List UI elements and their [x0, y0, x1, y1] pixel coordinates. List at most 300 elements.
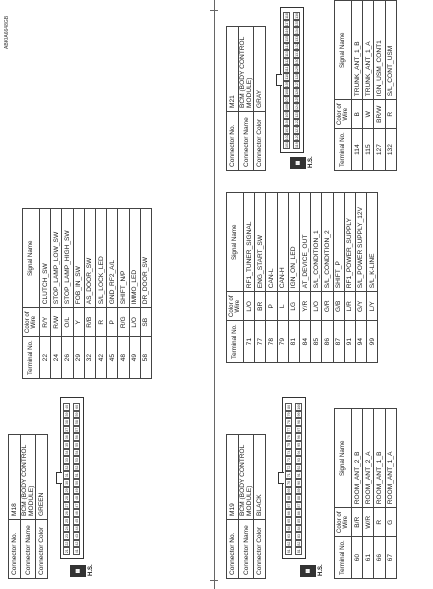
wire-color-cell: R	[374, 508, 385, 537]
table-row	[62, 209, 73, 379]
connector-pin: 113	[285, 51, 289, 57]
connector-pin: 89	[297, 488, 301, 493]
m18-signal-table	[22, 208, 152, 379]
terminal-cell: 48	[118, 337, 129, 379]
pin-row-top	[63, 403, 70, 555]
latch	[276, 74, 282, 86]
connector-pin: 131	[295, 50, 299, 57]
table-row	[140, 209, 151, 379]
connector-pin: 48	[75, 496, 79, 501]
signal-name-cell: RF1_POWER_SUPPLY	[344, 193, 355, 292]
divider-tick	[210, 10, 218, 11]
wire-color-cell: SB	[140, 308, 151, 337]
signal-name-cell: STOP_LAMP_LOW_SW	[51, 209, 62, 308]
m19-signal-table-a	[334, 408, 397, 579]
connector-pin: 21	[65, 549, 69, 554]
connector-pin: 135	[295, 20, 299, 27]
terminal-cell: 91	[344, 321, 355, 363]
pin-row-bottom	[73, 403, 80, 555]
m21-hs-icon: ▦	[290, 157, 306, 169]
latch	[278, 472, 284, 484]
info-key: Connector Color	[254, 112, 266, 171]
m19b-rows	[244, 193, 378, 363]
info-key: Connector Name	[21, 520, 36, 579]
table-row	[352, 409, 363, 579]
divider-tick	[210, 580, 218, 581]
connector-pin: 52	[75, 465, 79, 470]
terminal-cell: 42	[95, 337, 106, 379]
connector-pin: 49	[75, 488, 79, 493]
connector-pin: 79	[287, 412, 291, 417]
terminal-cell: 66	[374, 537, 385, 579]
connector-pin: 114	[285, 43, 289, 50]
wire-color-cell: G/Y	[355, 292, 366, 321]
table-row	[374, 1, 385, 171]
signal-name-cell: IGN_ON_LED	[288, 193, 299, 292]
header-signal: Signal Name	[227, 193, 244, 292]
connector-pin: 99	[297, 412, 301, 417]
connector-pin: 28	[65, 496, 69, 501]
table-row	[107, 209, 118, 379]
signal-name-cell: AT_DEVICE_OUT	[299, 193, 310, 292]
connector-pin: 54	[75, 450, 79, 455]
connector-pin: 23	[65, 534, 69, 539]
m18-rows	[40, 209, 152, 379]
wire-color-cell: R/W	[51, 308, 62, 337]
pin-row-top	[285, 403, 292, 555]
connector-pin: 29	[65, 488, 69, 493]
signal-name-cell: GND_RF2_A/L	[107, 209, 118, 308]
latch	[56, 472, 62, 484]
info-row	[239, 27, 254, 171]
connector-pin: 65	[287, 518, 291, 523]
info-value: M21	[227, 27, 239, 112]
wire-color-cell: R/Y	[40, 308, 51, 337]
connector-pin: 62	[287, 541, 291, 546]
m21-connector-face	[280, 7, 304, 153]
m21-signal-table	[334, 0, 397, 171]
connector-pin: 57	[75, 427, 79, 432]
connector-pin: 101	[285, 142, 289, 148]
wire-color-cell: P	[266, 292, 277, 321]
pin-row-bottom	[293, 12, 300, 149]
info-row	[254, 27, 266, 171]
signal-name-cell: ROOM_ANT_2_B	[352, 409, 363, 508]
m19-rows	[352, 409, 397, 579]
connector-pin: 80	[287, 404, 291, 409]
connector-pin: 63	[287, 534, 291, 539]
connector-pin: 88	[297, 496, 301, 501]
connector-pin: 37	[65, 427, 69, 432]
connector-pin: 83	[297, 534, 301, 539]
connector-pin: 121	[295, 126, 299, 133]
m18-hs-label: H.S.	[88, 564, 94, 576]
table-row	[385, 409, 396, 579]
connector-pin: 103	[285, 126, 289, 133]
connector-pin: 69	[287, 488, 291, 493]
header-color: Color of Wire	[335, 508, 352, 537]
connector-pin: 90	[297, 480, 301, 485]
signal-name-cell: ROOM_ANT_2_A	[363, 409, 374, 508]
connector-pin: 25	[65, 518, 69, 523]
signal-name-cell: CLUTCH_SW	[40, 209, 51, 308]
connector-pin: 55	[75, 442, 79, 447]
m18-connector-info	[8, 434, 48, 579]
terminal-cell: 81	[288, 321, 299, 363]
connector-pin: 112	[285, 58, 289, 65]
table-row	[299, 193, 310, 363]
connector-pin: 53	[75, 458, 79, 463]
connector-pin: 39	[65, 412, 69, 417]
connector-pin: 36	[65, 435, 69, 440]
wire-color-cell: Y/R	[299, 292, 310, 321]
table-row	[374, 409, 385, 579]
wire-color-cell: G/R	[322, 292, 333, 321]
info-key: Connector No.	[227, 520, 239, 579]
table-row	[95, 209, 106, 379]
info-value: M18	[9, 435, 21, 520]
table-row	[73, 209, 84, 379]
connector-pin: 127	[295, 81, 299, 88]
connector-pin: 123	[295, 111, 299, 118]
connector-pin: 107	[285, 96, 289, 103]
signal-name-cell: IGN_USM_CONT1	[374, 1, 385, 100]
wire-color-cell: O/L	[62, 308, 73, 337]
signal-name-cell: IMMO_LED	[129, 209, 140, 308]
terminal-cell: 78	[266, 321, 277, 363]
connector-pin: 93	[297, 458, 301, 463]
wire-color-cell: W	[363, 100, 374, 129]
m21-signal-panel	[334, 0, 397, 171]
info-row	[36, 435, 48, 579]
pin-row-bottom	[295, 403, 302, 555]
info-value: M19	[227, 435, 239, 520]
signal-name-cell: ENG_START_SW	[255, 193, 266, 292]
connector-pin: 22	[65, 541, 69, 546]
table-row	[118, 209, 129, 379]
wire-color-cell: R/G	[118, 308, 129, 337]
wire-color-cell: G/B	[333, 292, 344, 321]
connector-pin: 34	[65, 450, 69, 455]
connector-pin: 50	[75, 480, 79, 485]
wire-color-cell: BR/W	[374, 100, 385, 129]
signal-name-cell: S/L_CONT_USM	[385, 1, 396, 100]
connector-pin: 94	[297, 450, 301, 455]
connector-pin: 74	[287, 450, 291, 455]
connector-pin: 95	[297, 442, 301, 447]
signal-name-cell: STOP_LAMP_HIGH_SW	[62, 209, 73, 308]
connector-pin: 120	[295, 134, 299, 141]
terminal-cell: 60	[352, 537, 363, 579]
table-row	[288, 193, 299, 363]
terminal-cell: 26	[62, 337, 73, 379]
signal-name-cell: TRUNK_ANT_1_B	[352, 1, 363, 100]
connector-pin: 106	[285, 104, 289, 111]
horizontal-divider	[214, 0, 215, 589]
terminal-cell: 132	[385, 129, 396, 171]
connector-pin: 87	[297, 503, 301, 508]
connector-pin: 46	[75, 511, 79, 516]
table-row	[266, 193, 277, 363]
connector-pin: 60	[75, 404, 79, 409]
connector-pin: 77	[287, 427, 291, 432]
connector-pin: 85	[297, 518, 301, 523]
connector-pin: 67	[287, 503, 291, 508]
info-value: BLACK	[254, 435, 266, 520]
connector-pin: 76	[287, 435, 291, 440]
connector-pin: 24	[65, 526, 69, 531]
table-header	[335, 409, 352, 579]
wire-color-cell: R	[385, 100, 396, 129]
wire-color-cell: B	[352, 100, 363, 129]
m21-connector-info	[226, 26, 266, 171]
m21-rows	[352, 1, 397, 171]
signal-name-cell: SHIFT_P	[333, 193, 344, 292]
info-row	[227, 27, 239, 171]
terminal-cell: 79	[277, 321, 288, 363]
table-row	[355, 193, 366, 363]
signal-name-cell: SHIFT_N/P	[118, 209, 129, 308]
connector-pin: 126	[295, 88, 299, 95]
terminal-cell: 22	[40, 337, 51, 379]
connector-pin: 42	[75, 541, 79, 546]
info-key: Connector Color	[254, 520, 266, 579]
table-row	[322, 193, 333, 363]
info-value: GREEN	[36, 435, 48, 520]
connector-pin: 102	[285, 134, 289, 141]
signal-name-cell: ROOM_ANT_1_A	[385, 409, 396, 508]
wire-color-cell: L/O	[311, 292, 322, 321]
connector-pin: 30	[65, 480, 69, 485]
terminal-cell: 94	[355, 321, 366, 363]
wire-color-cell: P	[107, 308, 118, 337]
wire-color-cell: L/O	[244, 292, 255, 321]
header-terminal: Terminal No.	[227, 321, 244, 363]
terminal-cell: 77	[255, 321, 266, 363]
wire-color-cell: W/R	[363, 508, 374, 537]
connector-pin: 115	[285, 35, 289, 42]
terminal-cell: 49	[129, 337, 140, 379]
connector-pin: 108	[285, 88, 289, 95]
wire-color-cell: L/R	[344, 292, 355, 321]
connector-pin: 44	[75, 526, 79, 531]
table-row	[333, 193, 344, 363]
table-row	[40, 209, 51, 379]
connector-pin: 72	[287, 465, 291, 470]
connector-pin: 43	[75, 534, 79, 539]
connector-pin: 41	[75, 549, 79, 554]
connector-pin: 40	[65, 404, 69, 409]
wire-color-cell: R/B	[84, 308, 95, 337]
m18-panel	[8, 434, 48, 579]
m19-connector-info	[226, 434, 266, 579]
info-key: Connector Name	[239, 520, 254, 579]
connector-pin: 81	[297, 549, 301, 554]
table-header	[335, 1, 352, 171]
m19-signal-panel-a	[334, 408, 397, 579]
table-row	[244, 193, 255, 363]
m19-signal-panel-b	[226, 192, 378, 363]
signal-name-cell: ROOM_ANT_1_B	[374, 409, 385, 508]
signal-name-cell: FOB_IN_SW	[73, 209, 84, 308]
signal-name-cell: DR_DOOR_SW	[140, 209, 151, 308]
info-value: BCM (BODY CONTROL MODULE)	[239, 435, 254, 520]
connector-pin: 38	[65, 420, 69, 425]
connector-pin: 96	[297, 435, 301, 440]
terminal-cell: 71	[244, 321, 255, 363]
terminal-cell: 99	[367, 321, 378, 363]
connector-pin: 117	[285, 20, 289, 27]
connector-pin: 134	[295, 28, 299, 35]
table-header	[227, 193, 244, 363]
header-color: Color of Wire	[227, 292, 244, 321]
header-signal: Signal Name	[23, 209, 40, 308]
terminal-cell: 114	[352, 129, 363, 171]
terminal-cell: 84	[299, 321, 310, 363]
connector-pin: 98	[297, 420, 301, 425]
figure-code: ABKIA6648GB	[4, 15, 10, 49]
m18-hs-icon: ▦	[70, 565, 86, 577]
table-row	[129, 209, 140, 379]
m21-hs-label: H.S.	[308, 156, 314, 168]
connector-pin: 133	[295, 35, 299, 42]
connector-pin: 91	[297, 473, 301, 478]
terminal-cell: 58	[140, 337, 151, 379]
terminal-cell: 86	[322, 321, 333, 363]
connector-pin: 105	[285, 111, 289, 118]
header-terminal: Terminal No.	[335, 537, 352, 579]
info-key: Connector No.	[9, 520, 21, 579]
signal-name-cell: S/L_POWER SUPPLY_12V	[355, 193, 366, 292]
wire-color-cell: LG	[288, 292, 299, 321]
info-key: Connector Color	[36, 520, 48, 579]
table-row	[84, 209, 95, 379]
connector-pin: 56	[75, 435, 79, 440]
connector-pin: 104	[285, 119, 289, 126]
info-value: BCM (BODY CONTROL MODULE)	[239, 27, 254, 112]
connector-pin: 68	[287, 496, 291, 501]
connector-pin: 111	[285, 66, 289, 72]
m19-panel	[226, 434, 266, 579]
info-value: GRAY	[254, 27, 266, 112]
header-terminal: Terminal No.	[335, 129, 352, 171]
signal-name-cell: S/L_LOCK_LED	[95, 209, 106, 308]
connector-pin: 92	[297, 465, 301, 470]
header-signal: Signal Name	[335, 409, 352, 508]
table-row	[367, 193, 378, 363]
signal-name-cell: RF1_TUNER_SIGNAL	[244, 193, 255, 292]
connector-pin: 70	[287, 480, 291, 485]
wire-color-cell: R	[95, 308, 106, 337]
connector-pin: 27	[65, 503, 69, 508]
connector-pin: 31	[65, 473, 69, 478]
signal-name-cell: CAN-L	[266, 193, 277, 292]
terminal-cell: 87	[333, 321, 344, 363]
terminal-cell: 115	[363, 129, 374, 171]
table-row	[385, 1, 396, 171]
connector-pin: 75	[287, 442, 291, 447]
connector-pin: 71	[287, 473, 291, 478]
connector-pin: 32	[65, 465, 69, 470]
info-value: BCM (BODY CONTROL MODULE)	[21, 435, 36, 520]
table-row	[363, 409, 374, 579]
wire-color-cell: Y	[73, 308, 84, 337]
table-row	[311, 193, 322, 363]
connector-pin: 33	[65, 458, 69, 463]
connector-pin: 26	[65, 511, 69, 516]
header-color: Color of Wire	[23, 308, 40, 337]
wire-color-cell: B/R	[352, 508, 363, 537]
signal-name-cell: CAN-H	[277, 193, 288, 292]
signal-name-cell: AS_DOOR_SW	[84, 209, 95, 308]
table-row	[277, 193, 288, 363]
table-row	[51, 209, 62, 379]
terminal-cell: 29	[73, 337, 84, 379]
table-row	[344, 193, 355, 363]
connector-pin: 59	[75, 412, 79, 417]
connector-pin: 82	[297, 541, 301, 546]
connector-pin: 78	[287, 420, 291, 425]
connector-pin: 119	[295, 142, 299, 148]
connector-pin: 132	[295, 43, 299, 50]
signal-name-cell: S/L_CONDITION_2	[322, 193, 333, 292]
connector-pin: 129	[295, 66, 299, 73]
info-row	[239, 435, 254, 579]
terminal-cell: 85	[311, 321, 322, 363]
m19-hs-icon: ▦	[300, 565, 316, 577]
connector-pin: 124	[295, 104, 299, 111]
connector-pin: 116	[285, 28, 289, 35]
connector-pin: 110	[285, 73, 289, 80]
connector-pin: 100	[297, 403, 301, 410]
m21-panel	[226, 26, 266, 171]
m19-connector-face	[282, 397, 306, 559]
signal-name-cell: S/L_K-LINE	[367, 193, 378, 292]
m19-signal-table-b	[226, 192, 378, 363]
table-row	[363, 1, 374, 171]
wire-color-cell: L/O	[129, 308, 140, 337]
info-key: Connector Name	[239, 112, 254, 171]
signal-name-cell: S/L_CONDITION_1	[311, 193, 322, 292]
wire-color-cell: L	[277, 292, 288, 321]
terminal-cell: 61	[363, 537, 374, 579]
terminal-cell: 24	[51, 337, 62, 379]
connector-pin: 35	[65, 442, 69, 447]
connector-pin: 136	[295, 12, 299, 19]
connector-pin: 86	[297, 511, 301, 516]
connector-pin: 64	[287, 526, 291, 531]
header-color: Color of Wire	[335, 100, 352, 129]
m19-hs-label: H.S.	[318, 564, 324, 576]
connector-pin: 51	[75, 473, 79, 478]
terminal-cell: 127	[374, 129, 385, 171]
m18-signal-panel	[22, 208, 152, 379]
table-header	[23, 209, 40, 379]
header-signal: Signal Name	[335, 1, 352, 100]
info-row	[227, 435, 239, 579]
table-row	[255, 193, 266, 363]
connector-pin: 66	[287, 511, 291, 516]
header-terminal: Terminal No.	[23, 337, 40, 379]
connector-pin: 73	[287, 458, 291, 463]
pin-row-top	[283, 12, 290, 149]
info-key: Connector No.	[227, 112, 239, 171]
connector-pin: 47	[75, 503, 79, 508]
info-row	[9, 435, 21, 579]
connector-pin: 125	[295, 96, 299, 103]
wire-color-cell: L/Y	[367, 292, 378, 321]
connector-pin: 61	[287, 549, 291, 554]
